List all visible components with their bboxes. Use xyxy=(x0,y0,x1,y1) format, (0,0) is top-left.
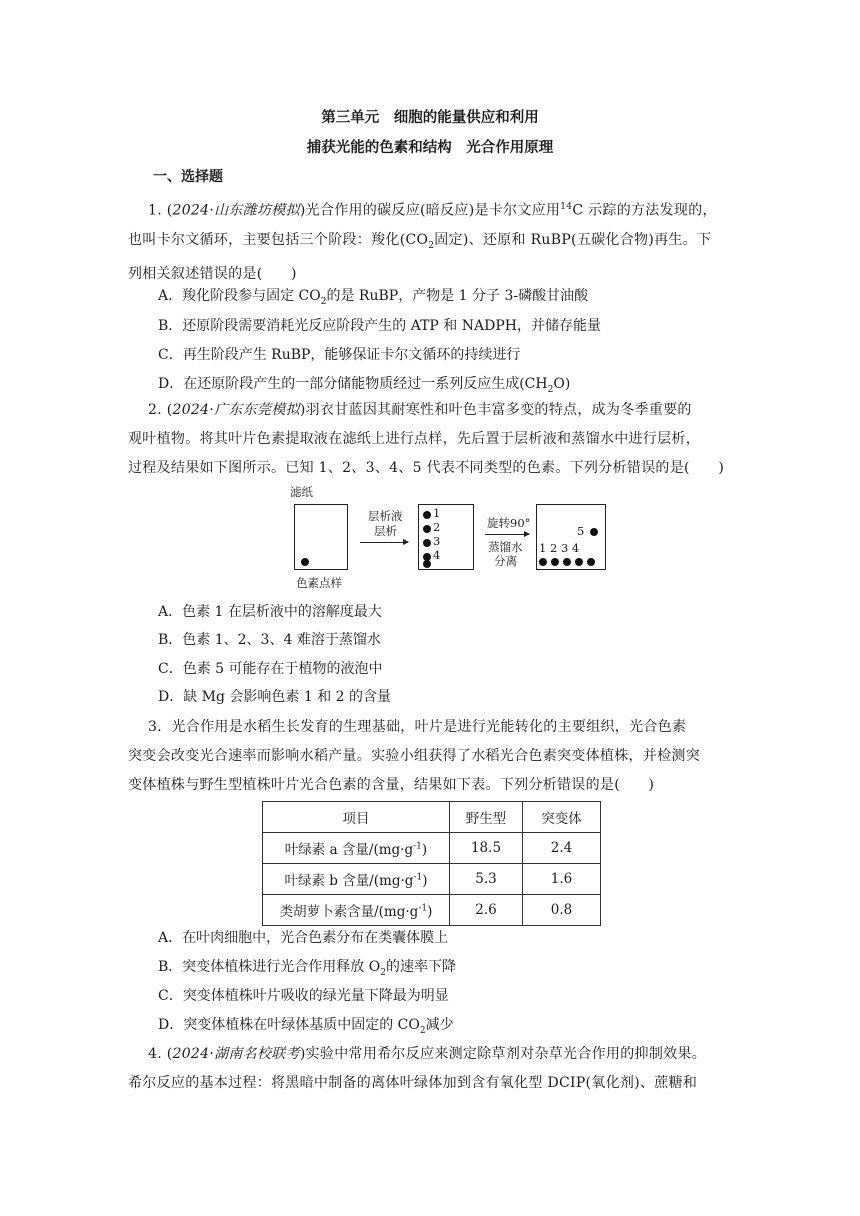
q4-line-1: 4. (2024·湖南名校联考)实验中常用希尔反应来测定除草剂对杂草光合作用的抑制效果。 xyxy=(148,1046,707,1062)
q3-option-d[interactable]: D．突变体植株在叶绿体基质中固定的 $CO_2$减少 xyxy=(158,1017,454,1036)
q3-option-a[interactable]: A．在叶肉细胞中，光合色素分布在类囊体膜上 xyxy=(158,930,449,946)
question-3 xyxy=(128,713,738,800)
filter-paper-after-layer xyxy=(418,504,474,570)
q3-option-c[interactable]: C．突变体植株叶片吸收的绿光量下降最为明显 xyxy=(158,988,449,1004)
q3-line-1: 3．光合作用是水稻生长发育的生理基础，叶片是进行光能转化的主要组织，光合色素 xyxy=(148,719,687,735)
table-header: 野生型 xyxy=(450,802,523,833)
table-cell-wild: 18.5 xyxy=(450,833,523,864)
table-header: 突变体 xyxy=(523,802,601,833)
q4-source: 2024·湖南名校联考 xyxy=(172,1046,300,1062)
q2-option-c[interactable]: C．色素 5 可能存在于植物的液泡中 xyxy=(158,661,383,677)
q2-line-2: 观叶植物。将其叶片色素提取液在滤纸上进行点样，先后置于层析液和蒸馏水中进行层析， xyxy=(128,431,700,447)
arrow2-top-label: 旋转90° xyxy=(487,516,531,530)
final-pigment-2-dot xyxy=(551,558,559,566)
pigment-1-dot xyxy=(423,511,431,519)
q1-option-b[interactable]: B．还原阶段需要消耗光反应阶段产生的 ATP 和 NADPH，并储存能量 xyxy=(158,318,601,334)
table-header: 项目 xyxy=(263,802,450,833)
final-label-5: 5 xyxy=(577,524,585,538)
lesson-title: 捕获光能的色素和结构 光合作用原理 xyxy=(306,139,554,156)
q4-line-2: 希尔反应的基本过程：将黑暗中制备的离体叶绿体加到含有氧化型 DCIP(氧化剂)、蔗糖和 xyxy=(128,1075,698,1091)
filter-paper-initial xyxy=(294,504,348,570)
q2-option-a[interactable]: A．色素 1 在层析液中的溶解度最大 xyxy=(158,604,382,620)
q3-line-2: 突变会改变光合速率而影响水稻产量。实验小组获得了水稻光合色素突变体植株，并检测突 xyxy=(128,748,700,764)
table-row xyxy=(263,864,601,895)
q3-option-b[interactable]: B．突变体植株进行光合作用释放 $O_2$的速率下降 xyxy=(158,959,456,978)
q1-option-c[interactable]: C．再生阶段产生 RuBP，能够保证卡尔文循环的持续进行 xyxy=(158,347,521,363)
table-row xyxy=(263,833,601,864)
table-header-row xyxy=(263,802,601,833)
pigment-5-dot xyxy=(423,560,431,568)
final-pigment-1-dot xyxy=(539,558,547,566)
table-cell-item: 类胡萝卜素含量$/(mg\cdot g^{-1})$ xyxy=(263,895,450,926)
arrow-2 xyxy=(485,534,529,535)
q2-source: 2024·广东东莞模拟 xyxy=(172,402,300,418)
final-bottom-labels: 1 2 3 4 xyxy=(539,541,580,555)
pigment-2-dot xyxy=(423,525,431,533)
spot-label: 色素点样 xyxy=(296,576,342,590)
q1-line-2: 也叫卡尔文循环，主要包括三个阶段：羧化($CO_2$固定)、还原和 RuBP(五碳化合物)再生。下 xyxy=(128,231,712,251)
q2-option-d[interactable]: D．缺 Mg 会影响色素 1 和 2 的含量 xyxy=(158,689,392,705)
question-2 xyxy=(128,396,738,483)
table-cell-wild: 5.3 xyxy=(450,864,523,895)
q2-line-3: 过程及结果如下图所示。已知 1、2、3、4、5 代表不同类型的色素。下列分析错误的是( ) xyxy=(128,460,725,476)
arrow-1 xyxy=(360,542,408,543)
section-heading: 一、选择题 xyxy=(153,169,223,185)
table-cell-item: 叶绿素 a 含量$/(mg\cdot g^{-1})$ xyxy=(263,833,450,864)
pigment-3-dot xyxy=(423,539,431,547)
arrow1-top-label: 层析液 xyxy=(368,509,403,523)
q1-option-a[interactable]: A．羧化阶段参与固定 $CO_2$的是 RuBP，产物是 1 分子 3-磷酸甘油酸 xyxy=(158,288,589,307)
q1-option-d[interactable]: D．在还原阶段产生的一部分储能物质经过一系列反应生成$(CH_2O)$ xyxy=(158,376,571,395)
q1-line-1: 1. (2024·山东潍坊模拟)光合作用的碳反应(暗反应)是卡尔文应用$^{14}$C 示踪的方法发现的， xyxy=(148,202,717,219)
q1-line-3: 列相关叙述错误的是( ) xyxy=(128,266,297,283)
final-pigment-3-dot xyxy=(563,558,571,566)
mid-label-4: 4 xyxy=(433,548,441,562)
mid-label-1: 1 xyxy=(433,506,441,520)
final-pigment-5-dot xyxy=(590,528,598,536)
pigment-spot xyxy=(301,558,309,566)
final-pigment-extra-dot xyxy=(587,558,595,566)
q1-source: 2024·山东潍坊模拟 xyxy=(172,202,300,219)
paper-label: 滤纸 xyxy=(290,485,313,499)
q2-line-1: 2. (2024·广东东莞模拟)羽衣甘蓝因其耐寒性和叶色丰富多变的特点，成为冬季重要的 xyxy=(148,402,692,418)
question-4 xyxy=(128,1040,738,1098)
table-cell-mutant: 1.6 xyxy=(523,864,601,895)
table-row xyxy=(263,895,601,926)
pigment-content-table xyxy=(262,801,601,926)
table-cell-mutant: 2.4 xyxy=(523,833,601,864)
q2-option-b[interactable]: B．色素 1、2、3、4 难溶于蒸馏水 xyxy=(158,632,381,648)
table-cell-item: 叶绿素 b 含量$/(mg\cdot g^{-1})$ xyxy=(263,864,450,895)
question-1 xyxy=(128,193,738,289)
chromatography-figure xyxy=(288,485,608,592)
unit-title: 第三单元 细胞的能量供应和利用 xyxy=(321,109,539,126)
arrow1-bottom-label: 层析 xyxy=(374,524,397,538)
arrow2-bottom-label: 分离 xyxy=(494,554,517,568)
arrow2-mid-label: 蒸馏水 xyxy=(488,540,523,554)
final-pigment-4-dot xyxy=(575,558,583,566)
q3-line-3: 变体植株与野生型植株叶片光合色素的含量，结果如下表。下列分析错误的是( ) xyxy=(128,777,655,793)
mid-label-2: 2 xyxy=(433,520,441,534)
mid-label-3: 3 xyxy=(433,534,441,548)
table-cell-mutant: 0.8 xyxy=(523,895,601,926)
table-cell-wild: 2.6 xyxy=(450,895,523,926)
filter-paper-final xyxy=(536,504,606,570)
